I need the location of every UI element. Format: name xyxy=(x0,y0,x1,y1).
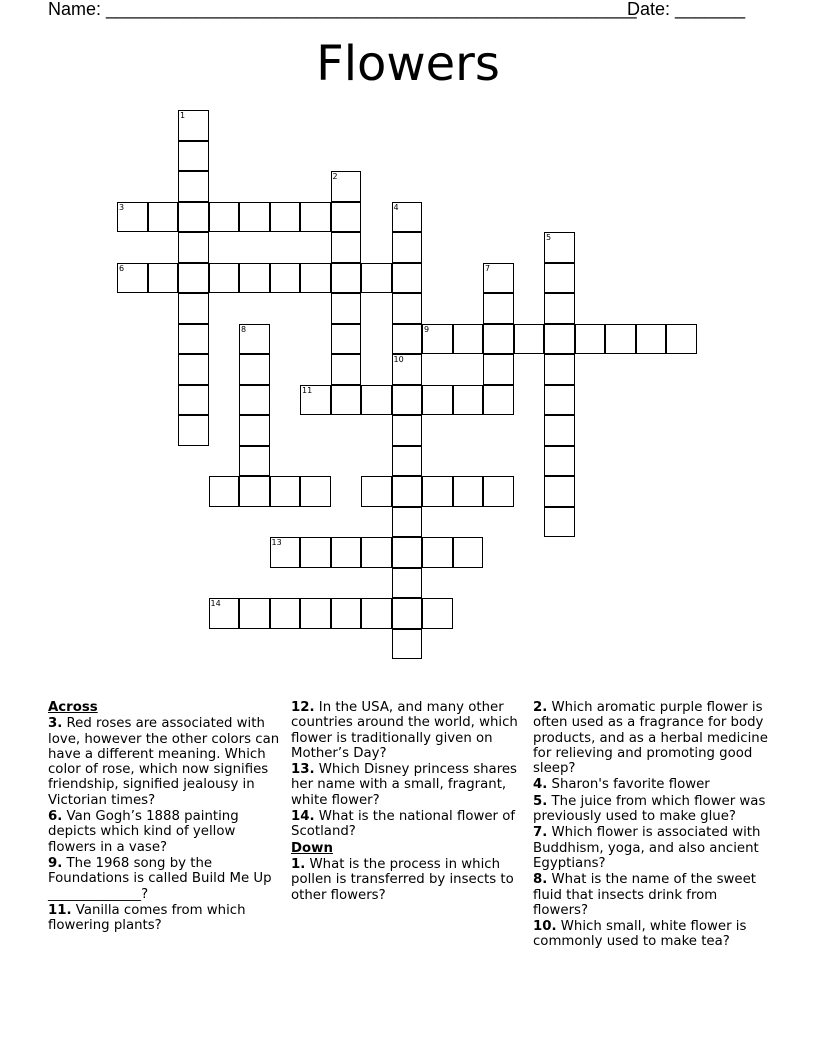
clue-item-number: 6. xyxy=(48,809,63,825)
grid-cell[interactable] xyxy=(453,385,484,416)
grid-cell[interactable] xyxy=(178,324,209,355)
clue-item-text: In the USA, and many other countries around the world, which flower is traditionally given on Mother’s Day? xyxy=(291,700,518,761)
clues-column-3 xyxy=(533,700,773,951)
grid-cell[interactable] xyxy=(209,476,240,507)
grid-cell[interactable] xyxy=(544,293,575,324)
grid-cell[interactable] xyxy=(544,324,575,355)
clue-item-number: 7. xyxy=(533,825,548,841)
grid-cell[interactable] xyxy=(544,507,575,538)
grid-cell[interactable] xyxy=(239,446,270,477)
clue-item xyxy=(48,856,280,902)
grid-cell[interactable] xyxy=(239,324,270,355)
clue-item xyxy=(291,809,529,840)
grid-cell[interactable] xyxy=(575,324,606,355)
clue-number-11: 11 xyxy=(302,385,313,395)
grid-cell[interactable] xyxy=(178,110,209,141)
grid-cell[interactable] xyxy=(392,354,423,385)
grid-cell[interactable] xyxy=(178,385,209,416)
grid-cell[interactable] xyxy=(422,598,453,629)
clue-number-6: 6 xyxy=(119,263,125,273)
grid-cell[interactable] xyxy=(422,324,453,355)
clue-item-text: Which flower is associated with Buddhism, yoga, and also ancient Egyptians? xyxy=(533,825,761,871)
clues-column-2 xyxy=(291,700,529,904)
grid-cell[interactable] xyxy=(544,232,575,263)
grid-cell[interactable] xyxy=(392,476,423,507)
clue-item-number: 8. xyxy=(533,872,548,888)
clue-item xyxy=(48,716,280,808)
clue-item xyxy=(291,857,529,903)
clue-item xyxy=(291,700,529,761)
clue-item-text: The juice from which flower was previously used to make glue? xyxy=(533,793,766,825)
grid-cell[interactable] xyxy=(544,446,575,477)
grid-cell[interactable] xyxy=(544,263,575,294)
clue-item-number: 13. xyxy=(291,762,315,778)
grid-cell[interactable] xyxy=(209,263,240,294)
grid-cell[interactable] xyxy=(422,537,453,568)
grid-cell[interactable] xyxy=(392,293,423,324)
grid-cell[interactable] xyxy=(331,324,362,355)
clues-heading: Across xyxy=(48,700,98,715)
grid-cell[interactable] xyxy=(544,354,575,385)
grid-cell[interactable] xyxy=(300,263,331,294)
grid-cell[interactable] xyxy=(483,263,514,294)
clue-number-9: 9 xyxy=(424,324,430,334)
clue-item xyxy=(533,777,773,792)
date-field[interactable]: Date: _______ xyxy=(627,0,746,19)
grid-cell[interactable] xyxy=(392,324,423,355)
grid-cell[interactable] xyxy=(270,598,301,629)
name-field[interactable]: Name: _____________________________________________________ xyxy=(48,0,637,19)
clue-item-number: 4. xyxy=(533,777,548,793)
grid-cell[interactable] xyxy=(300,476,331,507)
clue-item xyxy=(291,762,529,808)
grid-cell[interactable] xyxy=(361,385,392,416)
clues-column-1 xyxy=(48,700,280,934)
grid-cell[interactable] xyxy=(300,385,331,416)
clue-item-number: 11. xyxy=(48,902,72,918)
grid-cell[interactable] xyxy=(453,324,484,355)
clue-number-2: 2 xyxy=(332,172,338,181)
grid-cell[interactable] xyxy=(361,598,392,629)
clue-item xyxy=(533,872,773,918)
clue-item-text: Which small, white flower is commonly used to make tea? xyxy=(533,919,747,950)
clues-heading: Down xyxy=(291,840,333,856)
clue-item-text: What is the national flower of Scotland? xyxy=(291,809,516,840)
grid-cell[interactable] xyxy=(636,324,667,355)
clue-item xyxy=(533,794,773,825)
clue-item-number: 3. xyxy=(48,716,63,732)
grid-cell[interactable] xyxy=(239,263,270,294)
grid-cell[interactable] xyxy=(392,568,423,599)
grid-cell[interactable] xyxy=(544,385,575,416)
clue-number-10: 10 xyxy=(393,355,404,364)
grid-cell[interactable] xyxy=(331,202,362,233)
grid-cell[interactable] xyxy=(178,171,209,202)
grid-cell[interactable] xyxy=(178,202,209,233)
clue-number-8: 8 xyxy=(241,324,247,334)
grid-cell[interactable] xyxy=(239,598,270,629)
clue-item-number: 2. xyxy=(533,700,548,715)
grid-cell[interactable] xyxy=(392,385,423,416)
grid-cell[interactable] xyxy=(483,293,514,324)
grid-cell[interactable] xyxy=(178,293,209,324)
clue-item xyxy=(48,903,280,934)
grid-cell[interactable] xyxy=(331,293,362,324)
clue-item-number: 14. xyxy=(291,809,315,825)
clue-item-text: What is the name of the sweet fluid that insects drink from flowers? xyxy=(533,872,757,918)
clue-item xyxy=(533,919,773,950)
grid-cell[interactable] xyxy=(392,507,423,538)
grid-cell[interactable] xyxy=(331,171,362,202)
clue-number-4: 4 xyxy=(393,202,399,212)
clue-item-text: Sharon's favorite flower xyxy=(547,777,710,793)
grid-cell[interactable] xyxy=(239,385,270,416)
grid-cell[interactable] xyxy=(178,415,209,446)
grid-cell[interactable] xyxy=(331,537,362,568)
clue-number-5: 5 xyxy=(546,233,552,242)
grid-cell[interactable] xyxy=(331,232,362,263)
grid-cell[interactable] xyxy=(239,202,270,233)
grid-cell[interactable] xyxy=(666,324,697,355)
clue-number-14: 14 xyxy=(210,599,221,608)
grid-cell[interactable] xyxy=(453,537,484,568)
grid-cell[interactable] xyxy=(178,232,209,263)
clue-number-7: 7 xyxy=(485,263,491,273)
clue-item xyxy=(533,825,773,871)
grid-cell[interactable] xyxy=(392,232,423,263)
grid-cell[interactable] xyxy=(544,415,575,446)
grid-cell[interactable] xyxy=(178,141,209,172)
clue-item-text: Which Disney princess shares her name with a small, fragrant, white flower? xyxy=(291,762,517,808)
clue-number-13: 13 xyxy=(271,538,282,547)
grid-cell[interactable] xyxy=(331,598,362,629)
grid-cell[interactable] xyxy=(270,537,301,568)
grid-cell[interactable] xyxy=(483,324,514,355)
grid-cell[interactable] xyxy=(178,263,209,294)
grid-cell[interactable] xyxy=(544,476,575,507)
grid-cell[interactable] xyxy=(422,476,453,507)
grid-cell[interactable] xyxy=(239,476,270,507)
clue-item-text: Van Gogh’s 1888 painting depicts which kind of yellow flowers in a vase? xyxy=(48,809,239,855)
grid-cell[interactable] xyxy=(483,385,514,416)
clue-number-3: 3 xyxy=(119,202,125,212)
clue-item-text: What is the process in which pollen is transferred by insects to other flowers? xyxy=(291,856,514,903)
clue-item-number: 5. xyxy=(533,793,548,809)
clue-item xyxy=(533,700,773,776)
clue-item-text: The 1968 song by the Foundations is called Build Me Up ______________? xyxy=(48,855,272,902)
clue-item-text: Vanilla comes from which flowering plants? xyxy=(48,902,246,934)
grid-cell[interactable] xyxy=(392,537,423,568)
grid-cell[interactable] xyxy=(392,446,423,477)
clue-item-text: Which aromatic purple flower is often used as a fragrance for body products, and as a herbal medicine for relieving and promoting good sleep? xyxy=(533,700,768,777)
grid-cell[interactable] xyxy=(361,476,392,507)
grid-cell[interactable] xyxy=(392,598,423,629)
grid-cell[interactable] xyxy=(331,263,362,294)
grid-cell[interactable] xyxy=(270,476,301,507)
grid-cell[interactable] xyxy=(392,202,423,233)
grid-cell[interactable] xyxy=(422,385,453,416)
grid-cell[interactable] xyxy=(514,324,545,355)
clue-item-number: 1. xyxy=(291,856,306,872)
grid-cell[interactable] xyxy=(178,354,209,385)
clue-item-number: 10. xyxy=(533,919,557,935)
grid-cell[interactable] xyxy=(148,263,179,294)
grid-cell[interactable] xyxy=(483,476,514,507)
grid-cell[interactable] xyxy=(331,385,362,416)
grid-cell[interactable] xyxy=(209,202,240,233)
grid-cell[interactable] xyxy=(483,354,514,385)
grid-cell[interactable] xyxy=(209,598,240,629)
grid-cell[interactable] xyxy=(392,263,423,294)
grid-cell[interactable] xyxy=(148,202,179,233)
clue-number-1: 1 xyxy=(180,111,186,120)
grid-cell[interactable] xyxy=(270,202,301,233)
grid-cell[interactable] xyxy=(300,598,331,629)
clue-item xyxy=(48,809,280,855)
page-title: Flowers xyxy=(316,36,500,92)
grid-cell[interactable] xyxy=(117,202,148,233)
grid-cell[interactable] xyxy=(453,476,484,507)
grid-cell[interactable] xyxy=(361,263,392,294)
clue-item-number: 12. xyxy=(291,700,315,715)
grid-cell[interactable] xyxy=(361,537,392,568)
grid-cell[interactable] xyxy=(331,354,362,385)
grid-cell[interactable] xyxy=(392,629,423,660)
grid-cell[interactable] xyxy=(605,324,636,355)
clue-item-number: 9. xyxy=(48,855,63,871)
grid-cell[interactable] xyxy=(270,263,301,294)
grid-cell[interactable] xyxy=(300,537,331,568)
grid-cell[interactable] xyxy=(300,202,331,233)
clue-item-text: Red roses are associated with love, however the other colors can have a different meaning. Which color of rose, which now signifies friendship, signified jealousy in Victorian times? xyxy=(48,716,280,808)
grid-cell[interactable] xyxy=(239,354,270,385)
grid-cell[interactable] xyxy=(117,263,148,294)
grid-cell[interactable] xyxy=(392,415,423,446)
grid-cell[interactable] xyxy=(239,415,270,446)
